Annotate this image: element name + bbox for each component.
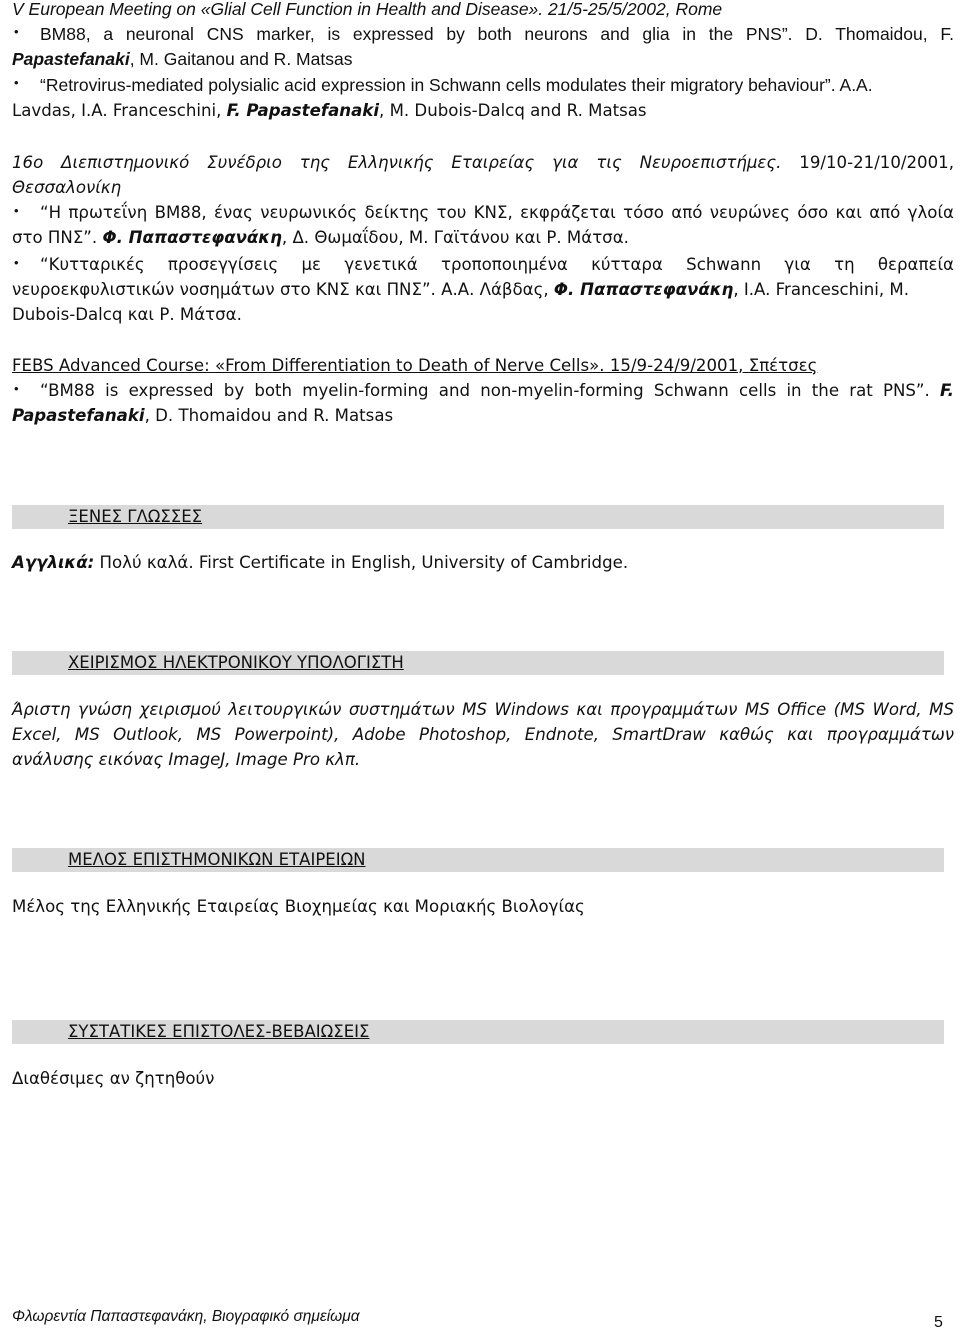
conf2-heading-date: 19/10-21/10/2001, [781,153,955,172]
conf2-item1-line2 [12,225,954,250]
conf3-item1-line1-text: “BM88 is expressed by both myelin-forming and non-myelin-forming Schwann cells in the rat PNS”. [40,381,941,400]
bullet-icon: • [14,75,19,90]
conf1-item2-line1: “Retrovirus-mediated polysialic acid expression in Schwann cells modulates their migratory behaviour”. A.A. [40,75,873,95]
conf3-item1-line1 [40,378,954,403]
conf2-item1-line1: “Η πρωτεΐνη BM88, ένας νευρωνικός δείκτης του ΚΝΣ, εκφράζεται τόσο από νευρώνες όσο και από γλοία [40,203,954,222]
conf2-item1-line2-rest: , Δ. Θωμαΐδου, Μ. Γαϊτάνου και Ρ. Μάτσα. [281,228,629,247]
author-highlight: Papastefanaki [12,49,130,69]
conf1-item2-line2-pre: Lavdas, I.A. Franceschini, [12,101,227,120]
conf2-heading-place: Θεσσαλονίκη [12,178,122,197]
author-highlight: Φ. Παπαστεφανάκη [553,280,734,299]
languages-label: Αγγλικά: [12,553,95,572]
conf3-heading: FEBS Advanced Course: «From Differentiation to Death of Nerve Cells». 15/9-24/9/2001, Σπέτσες [12,356,818,375]
page-number: 5 [934,1314,943,1331]
computer-line2: Excel, MS Outlook, MS Powerpoint), Adobe Photoshop, Endnote, SmartDraw καθώς και προγραμμάτων [12,725,954,744]
references-line1: Διαθέσιμες αν ζητηθούν [12,1069,215,1088]
languages-value: Πολύ καλά. First Certificate in English, University of Cambridge. [94,553,629,572]
conf2-item2-line2-pre: νευροεκφυλιστικών νοσημάτων στο ΚΝΣ και ΠΝΣ”. Α.Α. Λάβδας, [12,280,554,299]
bullet-icon: • [14,381,19,396]
author-highlight: Φ. Παπαστεφανάκη [102,228,282,247]
conf2-item1-line2-pre: στο ΠΝΣ”. [12,228,103,247]
section-title-societies: ΜΕΛΟΣ ΕΠΙΣΤΗΜΟΝΙΚΩΝ ΕΤΑΙΡΕΙΩΝ [68,850,366,869]
conf1-heading: V European Meeting on «Glial Cell Function in Health and Disease». 21/5-25/5/2002, Rome [12,0,723,19]
conf2-item2-line3: Dubois-Dalcq και Ρ. Μάτσα. [12,305,242,324]
bullet-icon: • [14,24,19,39]
bullet-icon: • [14,255,19,270]
conf3-item1-line2-rest: , D. Thomaidou and R. Matsas [144,406,394,425]
computer-line1: Άριστη γνώση χειρισμού λειτουργικών συστημάτων MS Windows και προγραμμάτων MS Office (MS Word, MS [12,700,954,719]
languages-line [12,550,954,575]
conf2-heading-title: 16ο Διεπιστημονικό Συνέδριο της Ελληνικής Εταιρείας για τις Νευροεπιστήμες. [12,153,782,172]
conf2-heading [12,150,954,175]
bullet-icon: • [14,203,19,218]
conf3-item1-line2 [12,403,954,428]
conf1-item1-line1: BM88, a neuronal CNS marker, is expressed by both neurons and glia in the PNS”. D. Thomaidou, F. [40,24,954,44]
author-highlight: F. [940,381,954,400]
conf1-item2-line2 [12,98,954,123]
conf2-item2-line2-rest: , I.A. Franceschini, M. [733,280,909,299]
conf2-item2-line1: “Κυτταρικές προσεγγίσεις με γενετικά τροποποιημένα κύτταρα Schwann για τη θεραπεία [40,255,954,274]
footer-text: Φλωρεντία Παπαστεφανάκη, Βιογραφικό σημείωμα [12,1308,360,1325]
conf1-item1-line2-rest: , M. Gaitanou and R. Matsas [129,49,353,69]
author-highlight: Papastefanaki [12,406,145,425]
author-highlight: F. Papastefanaki [226,101,380,120]
conf1-item2-line2-rest: , M. Dubois-Dalcq and R. Matsas [379,101,647,120]
section-title-languages: ΞΕΝΕΣ ΓΛΩΣΣΕΣ [68,507,203,526]
conf2-item2-line2 [12,277,954,302]
section-title-computer: ΧΕΙΡΙΣΜΟΣ ΗΛΕΚΤΡΟΝΙΚΟΥ ΥΠΟΛΟΓΙΣΤΗ [68,653,404,672]
computer-line3: ανάλυσης εικόνας ImageJ, Image Pro κλπ. [12,750,361,769]
societies-line1: Μέλος της Ελληνικής Εταιρείας Βιοχημείας και Μοριακής Βιολογίας [12,897,585,916]
section-title-references: ΣΥΣΤΑΤΙΚΕΣ ΕΠΙΣΤΟΛΕΣ-ΒΕΒΑΙΩΣΕΙΣ [68,1022,370,1041]
conf1-item1-line2 [12,47,954,72]
